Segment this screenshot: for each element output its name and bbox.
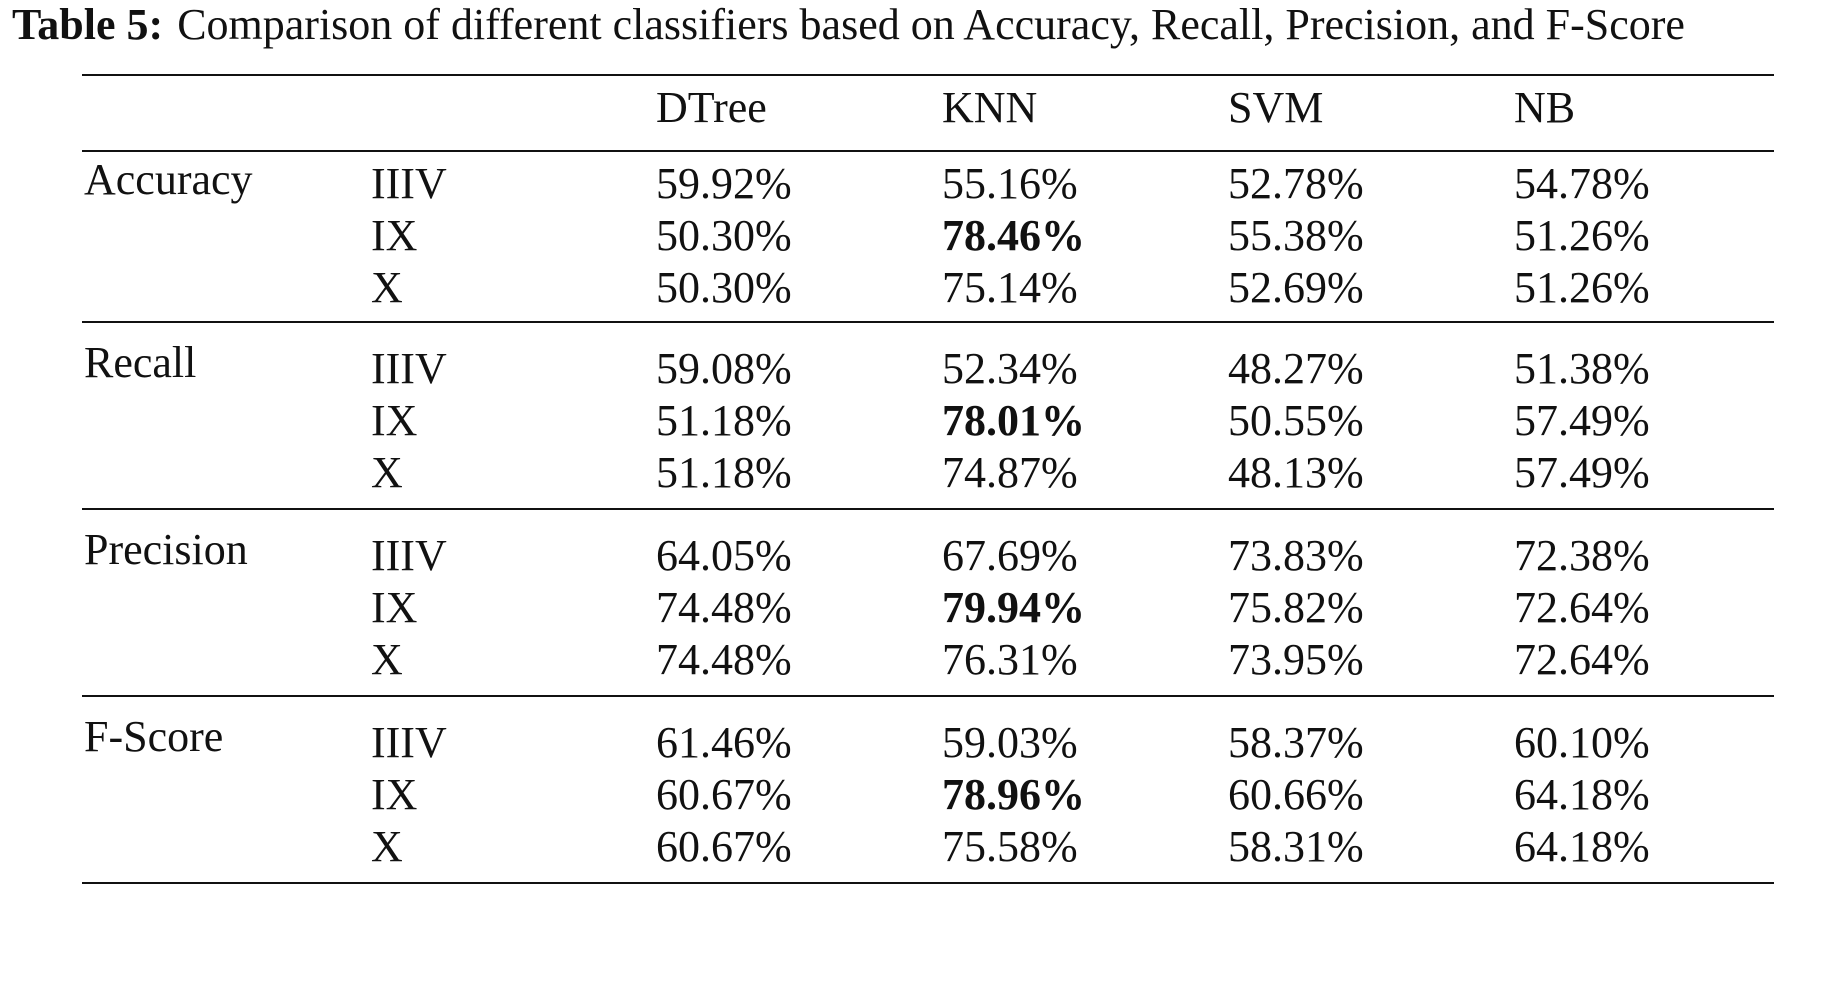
table-cell: 50.30%	[656, 263, 792, 312]
table-cell: 74.48%	[656, 583, 792, 632]
feature-label: IX	[371, 211, 418, 260]
table-cell: 55.16%	[942, 159, 1078, 208]
table-cell: 64.05%	[656, 531, 792, 580]
metric-group	[82, 323, 1774, 508]
table-cell: 51.26%	[1514, 263, 1650, 312]
table-cell: 54.78%	[1514, 159, 1650, 208]
metric-group	[82, 152, 1774, 321]
feature-label: X	[371, 448, 403, 497]
table-cell: 52.78%	[1228, 159, 1364, 208]
table-cell: 58.37%	[1228, 718, 1364, 767]
table-cell: 76.31%	[942, 635, 1078, 684]
table-cell: 59.92%	[656, 159, 792, 208]
table-cell: 52.69%	[1228, 263, 1364, 312]
metric-group	[82, 697, 1774, 882]
caption-text: Comparison of different classifiers based on Accuracy, Recall, Precision, and F-Score	[177, 0, 1685, 49]
table-cell: 58.31%	[1228, 822, 1364, 871]
metric-label: Precision	[84, 525, 248, 574]
metric-label: Recall	[84, 338, 197, 387]
table-cell: 57.49%	[1514, 396, 1650, 445]
table-cell: 73.83%	[1228, 531, 1364, 580]
table-cell: 72.64%	[1514, 635, 1650, 684]
feature-label: X	[371, 822, 403, 871]
feature-label: IIIV	[371, 344, 447, 393]
table-cell: 48.27%	[1228, 344, 1364, 393]
table-cell: 60.67%	[656, 822, 792, 871]
feature-label: IIIV	[371, 718, 447, 767]
table-cell: 73.95%	[1228, 635, 1364, 684]
feature-label: X	[371, 263, 403, 312]
feature-label: IIIV	[371, 159, 447, 208]
table-cell: 72.38%	[1514, 531, 1650, 580]
table-cell: 61.46%	[656, 718, 792, 767]
feature-label: IIIV	[371, 531, 447, 580]
feature-label: X	[371, 635, 403, 684]
table-cell: 64.18%	[1514, 770, 1650, 819]
table-cell: 51.18%	[656, 396, 792, 445]
table-cell: 78.01%	[942, 396, 1085, 445]
caption-label: Table 5:	[12, 0, 164, 49]
table-cell: 60.67%	[656, 770, 792, 819]
table-cell: 79.94%	[942, 583, 1085, 632]
column-header: DTree	[656, 83, 767, 132]
table-cell: 59.08%	[656, 344, 792, 393]
column-header: KNN	[942, 83, 1038, 132]
metric-label: F-Score	[84, 712, 224, 761]
table-cell: 48.13%	[1228, 448, 1364, 497]
feature-label: IX	[371, 396, 418, 445]
table-cell: 75.82%	[1228, 583, 1364, 632]
table-cell: 50.55%	[1228, 396, 1364, 445]
table-cell: 74.87%	[942, 448, 1078, 497]
table-cell: 67.69%	[942, 531, 1078, 580]
metric-label: Accuracy	[84, 155, 253, 204]
table-cell: 75.14%	[942, 263, 1078, 312]
table-cell: 57.49%	[1514, 448, 1650, 497]
feature-label: IX	[371, 583, 418, 632]
table-cell: 60.66%	[1228, 770, 1364, 819]
table-cell: 50.30%	[656, 211, 792, 260]
table-body	[82, 152, 1774, 884]
group-rule	[82, 882, 1774, 884]
table-cell: 51.38%	[1514, 344, 1650, 393]
column-header: SVM	[1228, 83, 1324, 132]
table-cell: 52.34%	[942, 344, 1078, 393]
comparison-table	[82, 74, 1774, 884]
table-cell: 72.64%	[1514, 583, 1650, 632]
table-cell: 64.18%	[1514, 822, 1650, 871]
table-caption	[12, 0, 1685, 50]
table-cell: 78.46%	[942, 211, 1085, 260]
metric-group	[82, 510, 1774, 695]
table-cell: 75.58%	[942, 822, 1078, 871]
table-cell: 59.03%	[942, 718, 1078, 767]
table-cell: 60.10%	[1514, 718, 1650, 767]
table-header-row	[82, 76, 1774, 150]
table-cell: 51.18%	[656, 448, 792, 497]
table-cell: 55.38%	[1228, 211, 1364, 260]
feature-label: IX	[371, 770, 418, 819]
table-cell: 78.96%	[942, 770, 1085, 819]
column-header: NB	[1514, 83, 1576, 132]
table-cell: 74.48%	[656, 635, 792, 684]
table-cell: 51.26%	[1514, 211, 1650, 260]
